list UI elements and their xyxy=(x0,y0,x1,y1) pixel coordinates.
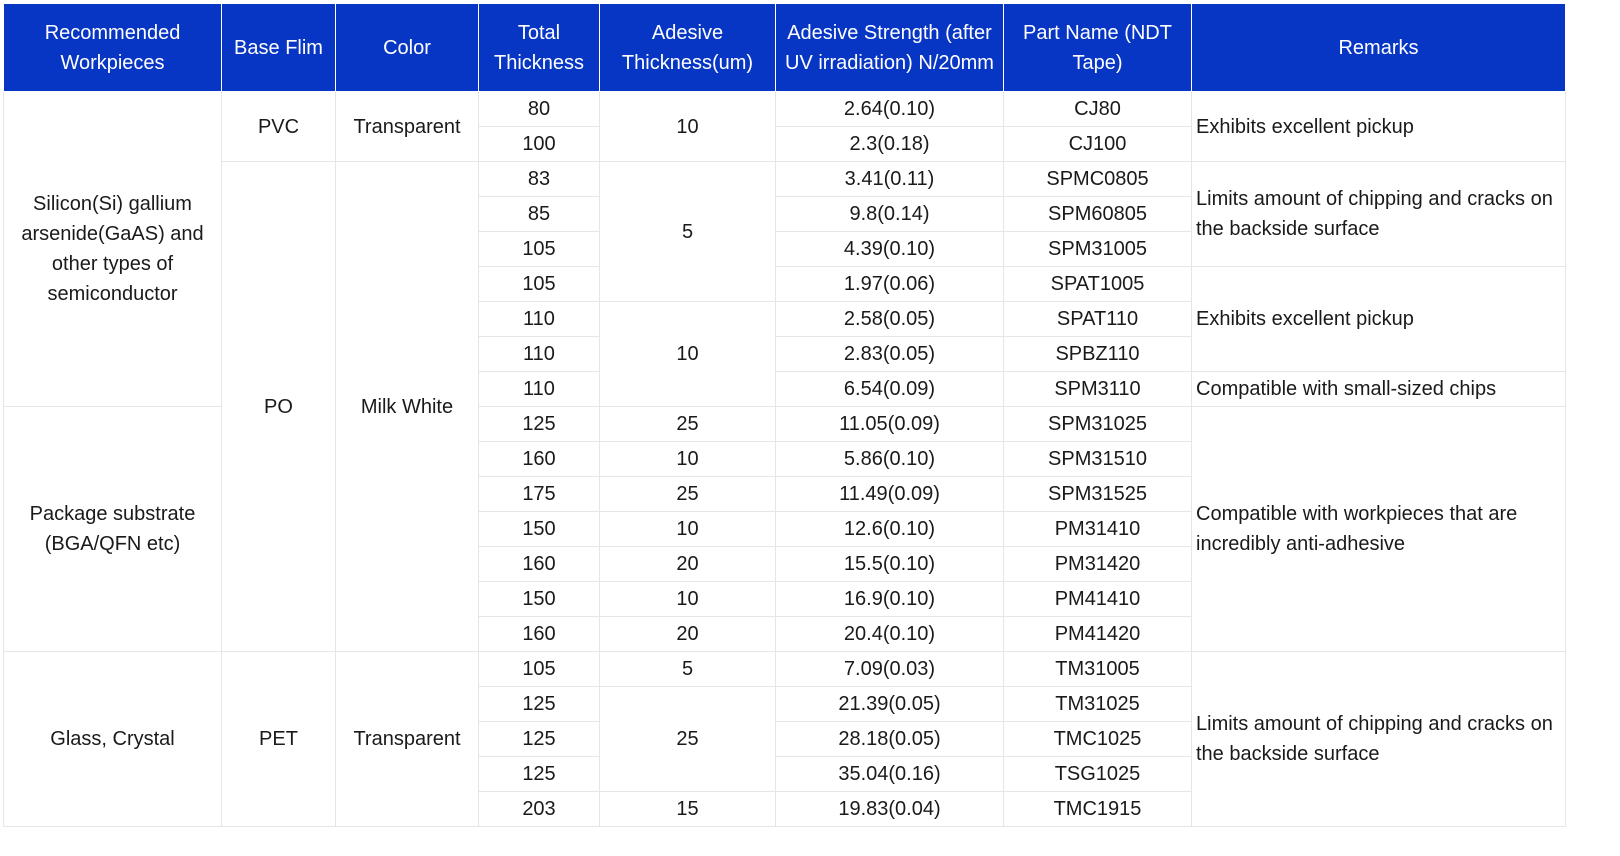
table-row xyxy=(4,92,1566,127)
part-name-cell: SPBZ110 xyxy=(1004,337,1192,372)
part-name-cell: TM31005 xyxy=(1004,652,1192,687)
spec-table-container xyxy=(3,3,1566,827)
total-thickness-cell: 125 xyxy=(479,407,600,442)
remark-anti-adhesive: Compatible with workpieces that are incredibly anti-adhesive xyxy=(1192,407,1566,652)
total-thickness-cell: 83 xyxy=(479,162,600,197)
workpiece-package-substrate: Package substrate (BGA/QFN etc) xyxy=(4,407,222,652)
total-thickness-cell: 203 xyxy=(479,792,600,827)
part-name-cell: PM31410 xyxy=(1004,512,1192,547)
part-name-cell: CJ80 xyxy=(1004,92,1192,127)
part-name-cell: SPM31510 xyxy=(1004,442,1192,477)
adhesive-strength-cell: 11.05(0.09) xyxy=(776,407,1004,442)
total-thickness-cell: 105 xyxy=(479,652,600,687)
adhesive-thickness-cell: 10 xyxy=(600,442,776,477)
adhesive-strength-cell: 9.8(0.14) xyxy=(776,197,1004,232)
workpiece-semiconductor: Silicon(Si) gallium arsenide(GaAS) and other types of semiconductor xyxy=(4,92,222,407)
remark-pickup: Exhibits excellent pickup xyxy=(1192,267,1566,372)
adhesive-strength-cell: 7.09(0.03) xyxy=(776,652,1004,687)
color-transparent-pvc: Transparent xyxy=(336,92,479,162)
adhesive-thickness-cell: 10 xyxy=(600,92,776,162)
adhesive-strength-cell: 20.4(0.10) xyxy=(776,617,1004,652)
workpiece-glass-crystal: Glass, Crystal xyxy=(4,652,222,827)
table-row xyxy=(4,162,1566,197)
header-base-film: Base Flim xyxy=(222,4,336,92)
adhesive-strength-cell: 2.83(0.05) xyxy=(776,337,1004,372)
adhesive-strength-cell: 6.54(0.09) xyxy=(776,372,1004,407)
total-thickness-cell: 125 xyxy=(479,722,600,757)
total-thickness-cell: 160 xyxy=(479,617,600,652)
remark-chipping: Limits amount of chipping and cracks on the backside surface xyxy=(1192,162,1566,267)
color-milk-white: Milk White xyxy=(336,162,479,652)
total-thickness-cell: 110 xyxy=(479,302,600,337)
adhesive-strength-cell: 16.9(0.10) xyxy=(776,582,1004,617)
adhesive-thickness-cell: 10 xyxy=(600,582,776,617)
adhesive-strength-cell: 12.6(0.10) xyxy=(776,512,1004,547)
header-part-name: Part Name (NDT Tape) xyxy=(1004,4,1192,92)
adhesive-strength-cell: 2.64(0.10) xyxy=(776,92,1004,127)
header-adhesive-thickness: Adesive Thickness(um) xyxy=(600,4,776,92)
header-color: Color xyxy=(336,4,479,92)
total-thickness-cell: 125 xyxy=(479,687,600,722)
part-name-cell: SPAT1005 xyxy=(1004,267,1192,302)
total-thickness-cell: 150 xyxy=(479,512,600,547)
adhesive-thickness-cell: 10 xyxy=(600,512,776,547)
part-name-cell: PM41420 xyxy=(1004,617,1192,652)
part-name-cell: TMC1915 xyxy=(1004,792,1192,827)
adhesive-thickness-cell: 5 xyxy=(600,162,776,302)
adhesive-strength-cell: 35.04(0.16) xyxy=(776,757,1004,792)
adhesive-strength-cell: 28.18(0.05) xyxy=(776,722,1004,757)
adhesive-strength-cell: 15.5(0.10) xyxy=(776,547,1004,582)
adhesive-strength-cell: 2.58(0.05) xyxy=(776,302,1004,337)
adhesive-strength-cell: 1.97(0.06) xyxy=(776,267,1004,302)
adhesive-thickness-cell: 20 xyxy=(600,547,776,582)
adhesive-thickness-cell: 15 xyxy=(600,792,776,827)
adhesive-thickness-cell: 25 xyxy=(600,477,776,512)
total-thickness-cell: 125 xyxy=(479,757,600,792)
adhesive-thickness-cell: 5 xyxy=(600,652,776,687)
part-name-cell: SPM3110 xyxy=(1004,372,1192,407)
color-transparent-pet: Transparent xyxy=(336,652,479,827)
part-name-cell: PM31420 xyxy=(1004,547,1192,582)
adhesive-strength-cell: 19.83(0.04) xyxy=(776,792,1004,827)
part-name-cell: SPM31005 xyxy=(1004,232,1192,267)
base-film-pvc: PVC xyxy=(222,92,336,162)
adhesive-thickness-cell: 25 xyxy=(600,407,776,442)
adhesive-thickness-cell: 25 xyxy=(600,687,776,792)
total-thickness-cell: 100 xyxy=(479,127,600,162)
base-film-pet: PET xyxy=(222,652,336,827)
adhesive-strength-cell: 3.41(0.11) xyxy=(776,162,1004,197)
part-name-cell: SPMC0805 xyxy=(1004,162,1192,197)
header-remarks: Remarks xyxy=(1192,4,1566,92)
remark-pickup: Exhibits excellent pickup xyxy=(1192,92,1566,162)
part-name-cell: PM41410 xyxy=(1004,582,1192,617)
part-name-cell: TMC1025 xyxy=(1004,722,1192,757)
total-thickness-cell: 110 xyxy=(479,337,600,372)
adhesive-strength-cell: 5.86(0.10) xyxy=(776,442,1004,477)
total-thickness-cell: 105 xyxy=(479,232,600,267)
base-film-po: PO xyxy=(222,162,336,652)
header-row xyxy=(4,4,1566,92)
total-thickness-cell: 85 xyxy=(479,197,600,232)
adhesive-thickness-cell: 10 xyxy=(600,302,776,407)
adhesive-strength-cell: 11.49(0.09) xyxy=(776,477,1004,512)
part-name-cell: TSG1025 xyxy=(1004,757,1192,792)
part-name-cell: CJ100 xyxy=(1004,127,1192,162)
total-thickness-cell: 175 xyxy=(479,477,600,512)
adhesive-strength-cell: 2.3(0.18) xyxy=(776,127,1004,162)
remark-chipping: Limits amount of chipping and cracks on the backside surface xyxy=(1192,652,1566,827)
part-name-cell: SPM31525 xyxy=(1004,477,1192,512)
total-thickness-cell: 160 xyxy=(479,547,600,582)
adhesive-thickness-cell: 20 xyxy=(600,617,776,652)
tape-spec-table xyxy=(3,3,1566,827)
total-thickness-cell: 80 xyxy=(479,92,600,127)
total-thickness-cell: 160 xyxy=(479,442,600,477)
total-thickness-cell: 105 xyxy=(479,267,600,302)
header-total-thickness: Total Thickness xyxy=(479,4,600,92)
total-thickness-cell: 110 xyxy=(479,372,600,407)
total-thickness-cell: 150 xyxy=(479,582,600,617)
part-name-cell: SPAT110 xyxy=(1004,302,1192,337)
header-workpieces: Recommended Workpieces xyxy=(4,4,222,92)
part-name-cell: SPM60805 xyxy=(1004,197,1192,232)
table-row xyxy=(4,652,1566,687)
header-adhesive-strength: Adesive Strength (after UV irradiation) N/20mm xyxy=(776,4,1004,92)
remark-small-chips: Compatible with small-sized chips xyxy=(1192,372,1566,407)
part-name-cell: TM31025 xyxy=(1004,687,1192,722)
adhesive-strength-cell: 4.39(0.10) xyxy=(776,232,1004,267)
adhesive-strength-cell: 21.39(0.05) xyxy=(776,687,1004,722)
part-name-cell: SPM31025 xyxy=(1004,407,1192,442)
